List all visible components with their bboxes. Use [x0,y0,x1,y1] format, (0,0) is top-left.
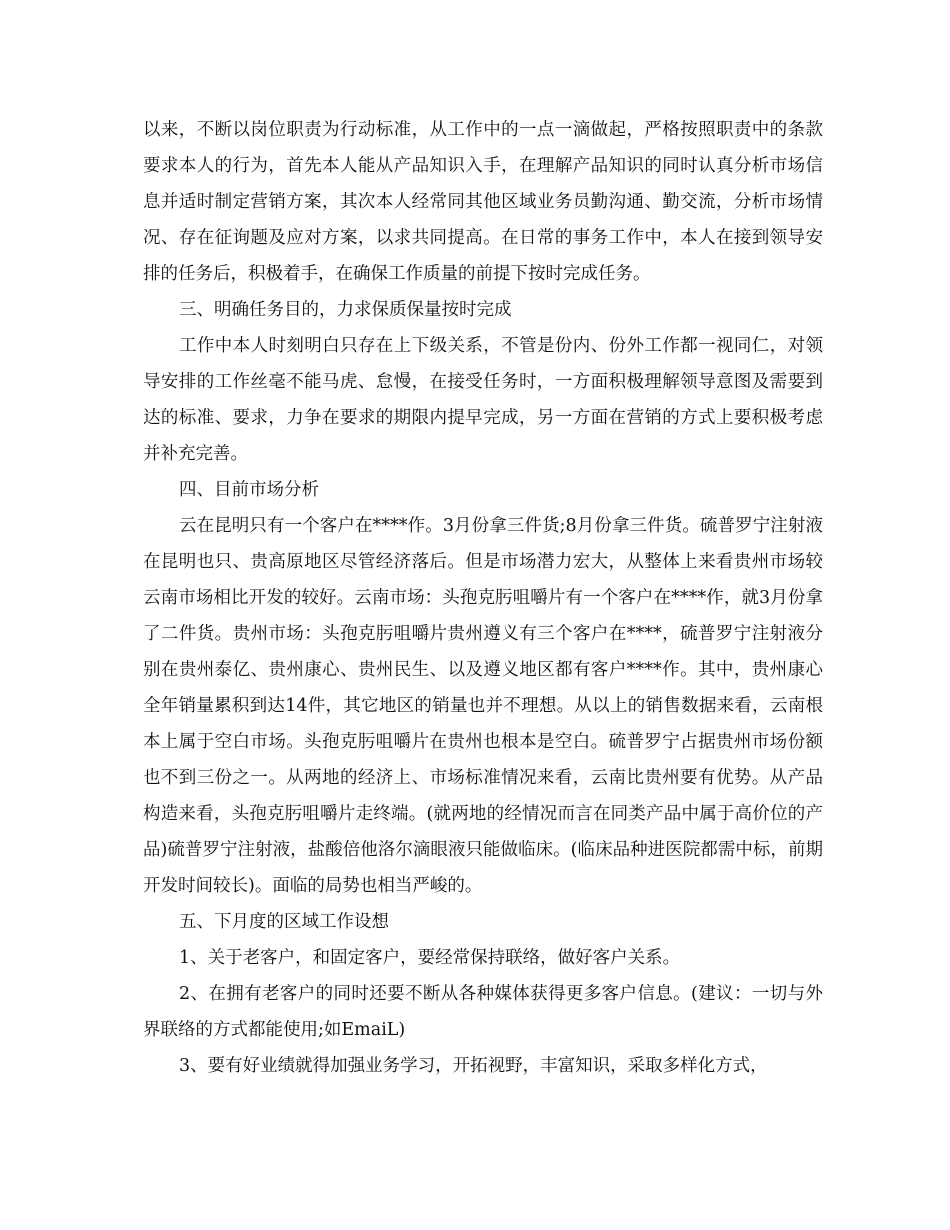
paragraph-market-analysis: 云在昆明只有一个客户在****作。3月份拿三件货;8月份拿三件货。硫普罗宁注射液在昆明也只、贵高原地区尽管经济落后。但是市场潜力宏大，从整体上来看贵州市场较云南市场相比开发的较好。云南市场：头孢克肟咀嚼片有一个客户在****作，就3月份拿了二件货。贵州市场：头孢克肟咀嚼片贵州遵义有三个客户在****，硫普罗宁注射液分别在贵州泰亿、贵州康心、贵州民生、以及遵义地区都有客户****作。其中，贵州康心全年销量累积到达14件，其它地区的销量也并不理想。从以上的销售数据来看，云南根本上属于空白市场。头孢克肟咀嚼片在贵州也根本是空白。硫普罗宁占据贵州市场份额也不到三份之一。从两地的经济上、市场标准情况来看，云南比贵州要有优势。从产品构造来看，头孢克肟咀嚼片走终端。(就两地的经情况而言在同类产品中属于高价位的产品)硫普罗宁注射液，盐酸倍他洛尔滴眼液只能做临床。(临床品种进医院都需中标，前期开发时间较长)。面临的局势也相当严峻的。 [143,516,823,896]
section-heading-5: 五、下月度的区域工作设想 [179,912,389,932]
section-heading-3: 三、明确任务目的，力求保质保量按时完成 [179,300,512,320]
list-item-1: 1、关于老客户，和固定客户，要经常保持联络，做好客户关系。 [179,948,681,968]
list-item-3: 3、要有好业绩就得加强业务学习，开拓视野，丰富知识，采取多样化方式， [179,1056,768,1076]
paragraph-continuation: 以来，不断以岗位职责为行动标准，从工作中的一点一滴做起，严格按照职责中的条款要求本人的行为，首先本人能从产品知识入手，在理解产品知识的同时认真分析市场信息并适时制定营销方案，其次本人经常同其他区域业务员勤沟通、勤交流，分析市场情况、存在征询题及应对方案，以求共同提高。在日常的事务工作中，本人在接到领导安排的任务后，积极着手，在确保工作质量的前提下按时完成任务。 [143,120,823,284]
document-body [143,112,823,1084]
paragraph-task-goal: 工作中本人时刻明白只存在上下级关系，不管是份内、份外工作都一视同仁，对领导安排的工作丝毫不能马虎、怠慢，在接受任务时，一方面积极理解领导意图及需要到达的标准、要求，力争在要求的期限内提早完成，另一方面在营销的方式上要积极考虑并补充完善。 [143,336,823,464]
section-heading-4: 四、目前市场分析 [179,480,319,500]
list-item-2: 2、在拥有老客户的同时还要不断从各种媒体获得更多客户信息。(建议：一切与外界联络的方式都能使用;如EmaiL) [143,984,823,1040]
